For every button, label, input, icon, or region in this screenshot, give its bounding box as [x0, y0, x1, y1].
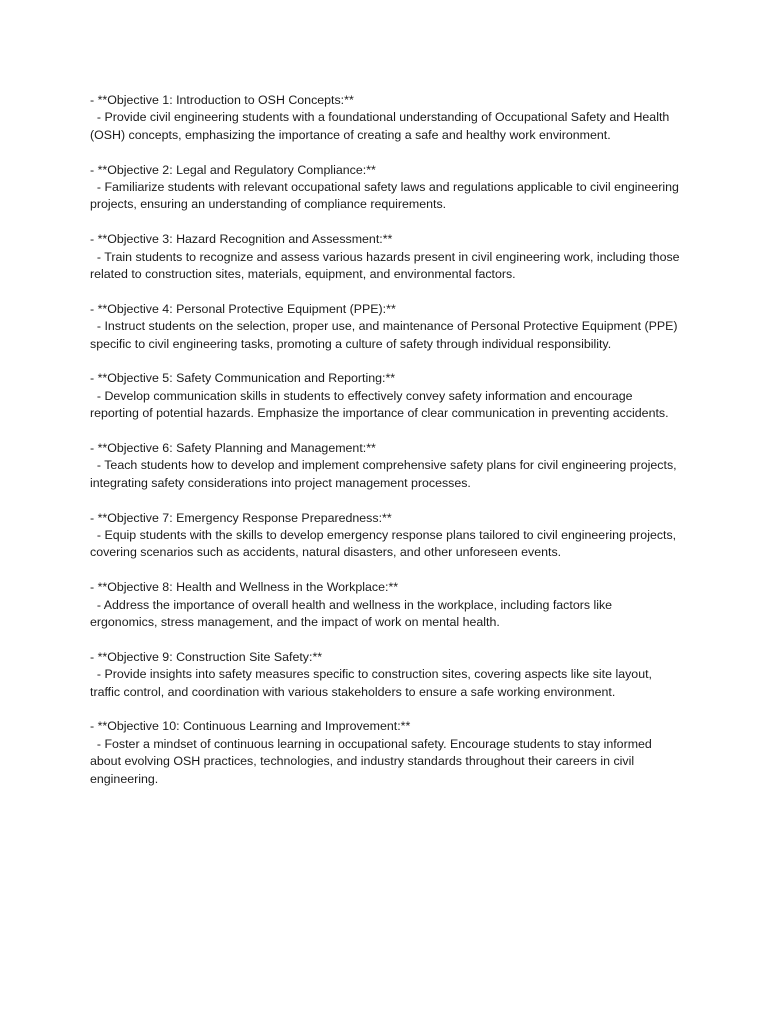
objective-heading: - **Objective 7: Emergency Response Preparedness:** [90, 510, 392, 525]
objective-heading: - **Objective 5: Safety Communication and Reporting:** [90, 371, 396, 386]
objective-heading: - **Objective 9: Construction Site Safety:** [90, 649, 323, 664]
objective-body: - Provide insights into safety measures specific to construction sites, covering aspects like site layout, traffic control, and coordination with various stakeholders to ensure a safe working environment. [90, 667, 656, 699]
objective-body: - Develop communication skills in students to effectively convey safety information and encourage reporting of potential hazards. Emphasize the importance of clear communication in preventing accidents. [90, 388, 669, 421]
objective-heading: - **Objective 1: Introduction to OSH Concepts:** [90, 93, 354, 107]
objective-item-6 [90, 440, 680, 492]
objective-heading: - **Objective 6: Safety Planning and Management:** [90, 441, 376, 456]
objective-heading: - **Objective 8: Health and Wellness in the Workplace:** [90, 580, 399, 595]
objective-item-1 [90, 92, 680, 144]
objective-item-3 [90, 231, 684, 283]
objective-body: - Equip students with the skills to develop emergency response plans tailored to civil engineering projects, covering scenarios such as accidents, natural disasters, and other unforeseen events. [90, 528, 680, 560]
objective-body: - Foster a mindset of continuous learning in occupational safety. Encourage students to stay informed about evolving OSH practices, technologies, and industry standards throughout their careers in civil engineering. [90, 736, 656, 786]
objective-body: - Address the importance of overall health and wellness in the workplace, including factors like ergonomics, stress management, and the impact of work on mental health. [90, 597, 616, 630]
objective-item-4 [90, 301, 680, 353]
objective-item-9 [90, 649, 680, 701]
objective-body: - Train students to recognize and assess various hazards present in civil engineering work, including those related to construction sites, materials, equipment, and environmental factors. [90, 249, 684, 282]
objective-heading: - **Objective 10: Continuous Learning and Improvement:** [90, 719, 411, 734]
objective-body: - Teach students how to develop and implement comprehensive safety plans for civil engineering projects, integrating safety considerations into project management processes. [90, 458, 681, 490]
objective-heading: - **Objective 3: Hazard Recognition and Assessment:** [90, 232, 393, 247]
objective-item-2 [90, 162, 683, 214]
objective-heading: - **Objective 2: Legal and Regulatory Compliance:** [90, 162, 376, 177]
objective-item-8 [90, 579, 680, 631]
objective-heading: - **Objective 4: Personal Protective Equipment (PPE):** [90, 301, 396, 316]
objective-item-10 [90, 718, 680, 788]
objective-item-7 [90, 510, 680, 562]
objective-item-5 [90, 370, 680, 422]
objective-body: - Provide civil engineering students with a foundational understanding of Occupational Safety and Health (OSH) concepts, emphasizing the importance of creating a safe and healthy work environment. [90, 110, 673, 142]
objective-body: - Familiarize students with relevant occupational safety laws and regulations applicable to civil engineering projects, ensuring an understanding of compliance requirements. [90, 180, 683, 212]
objective-body: - Instruct students on the selection, proper use, and maintenance of Personal Protective Equipment (PPE) specific to civil engineering tasks, promoting a culture of safety through individual responsibility. [90, 319, 681, 351]
objectives-list [90, 92, 684, 806]
